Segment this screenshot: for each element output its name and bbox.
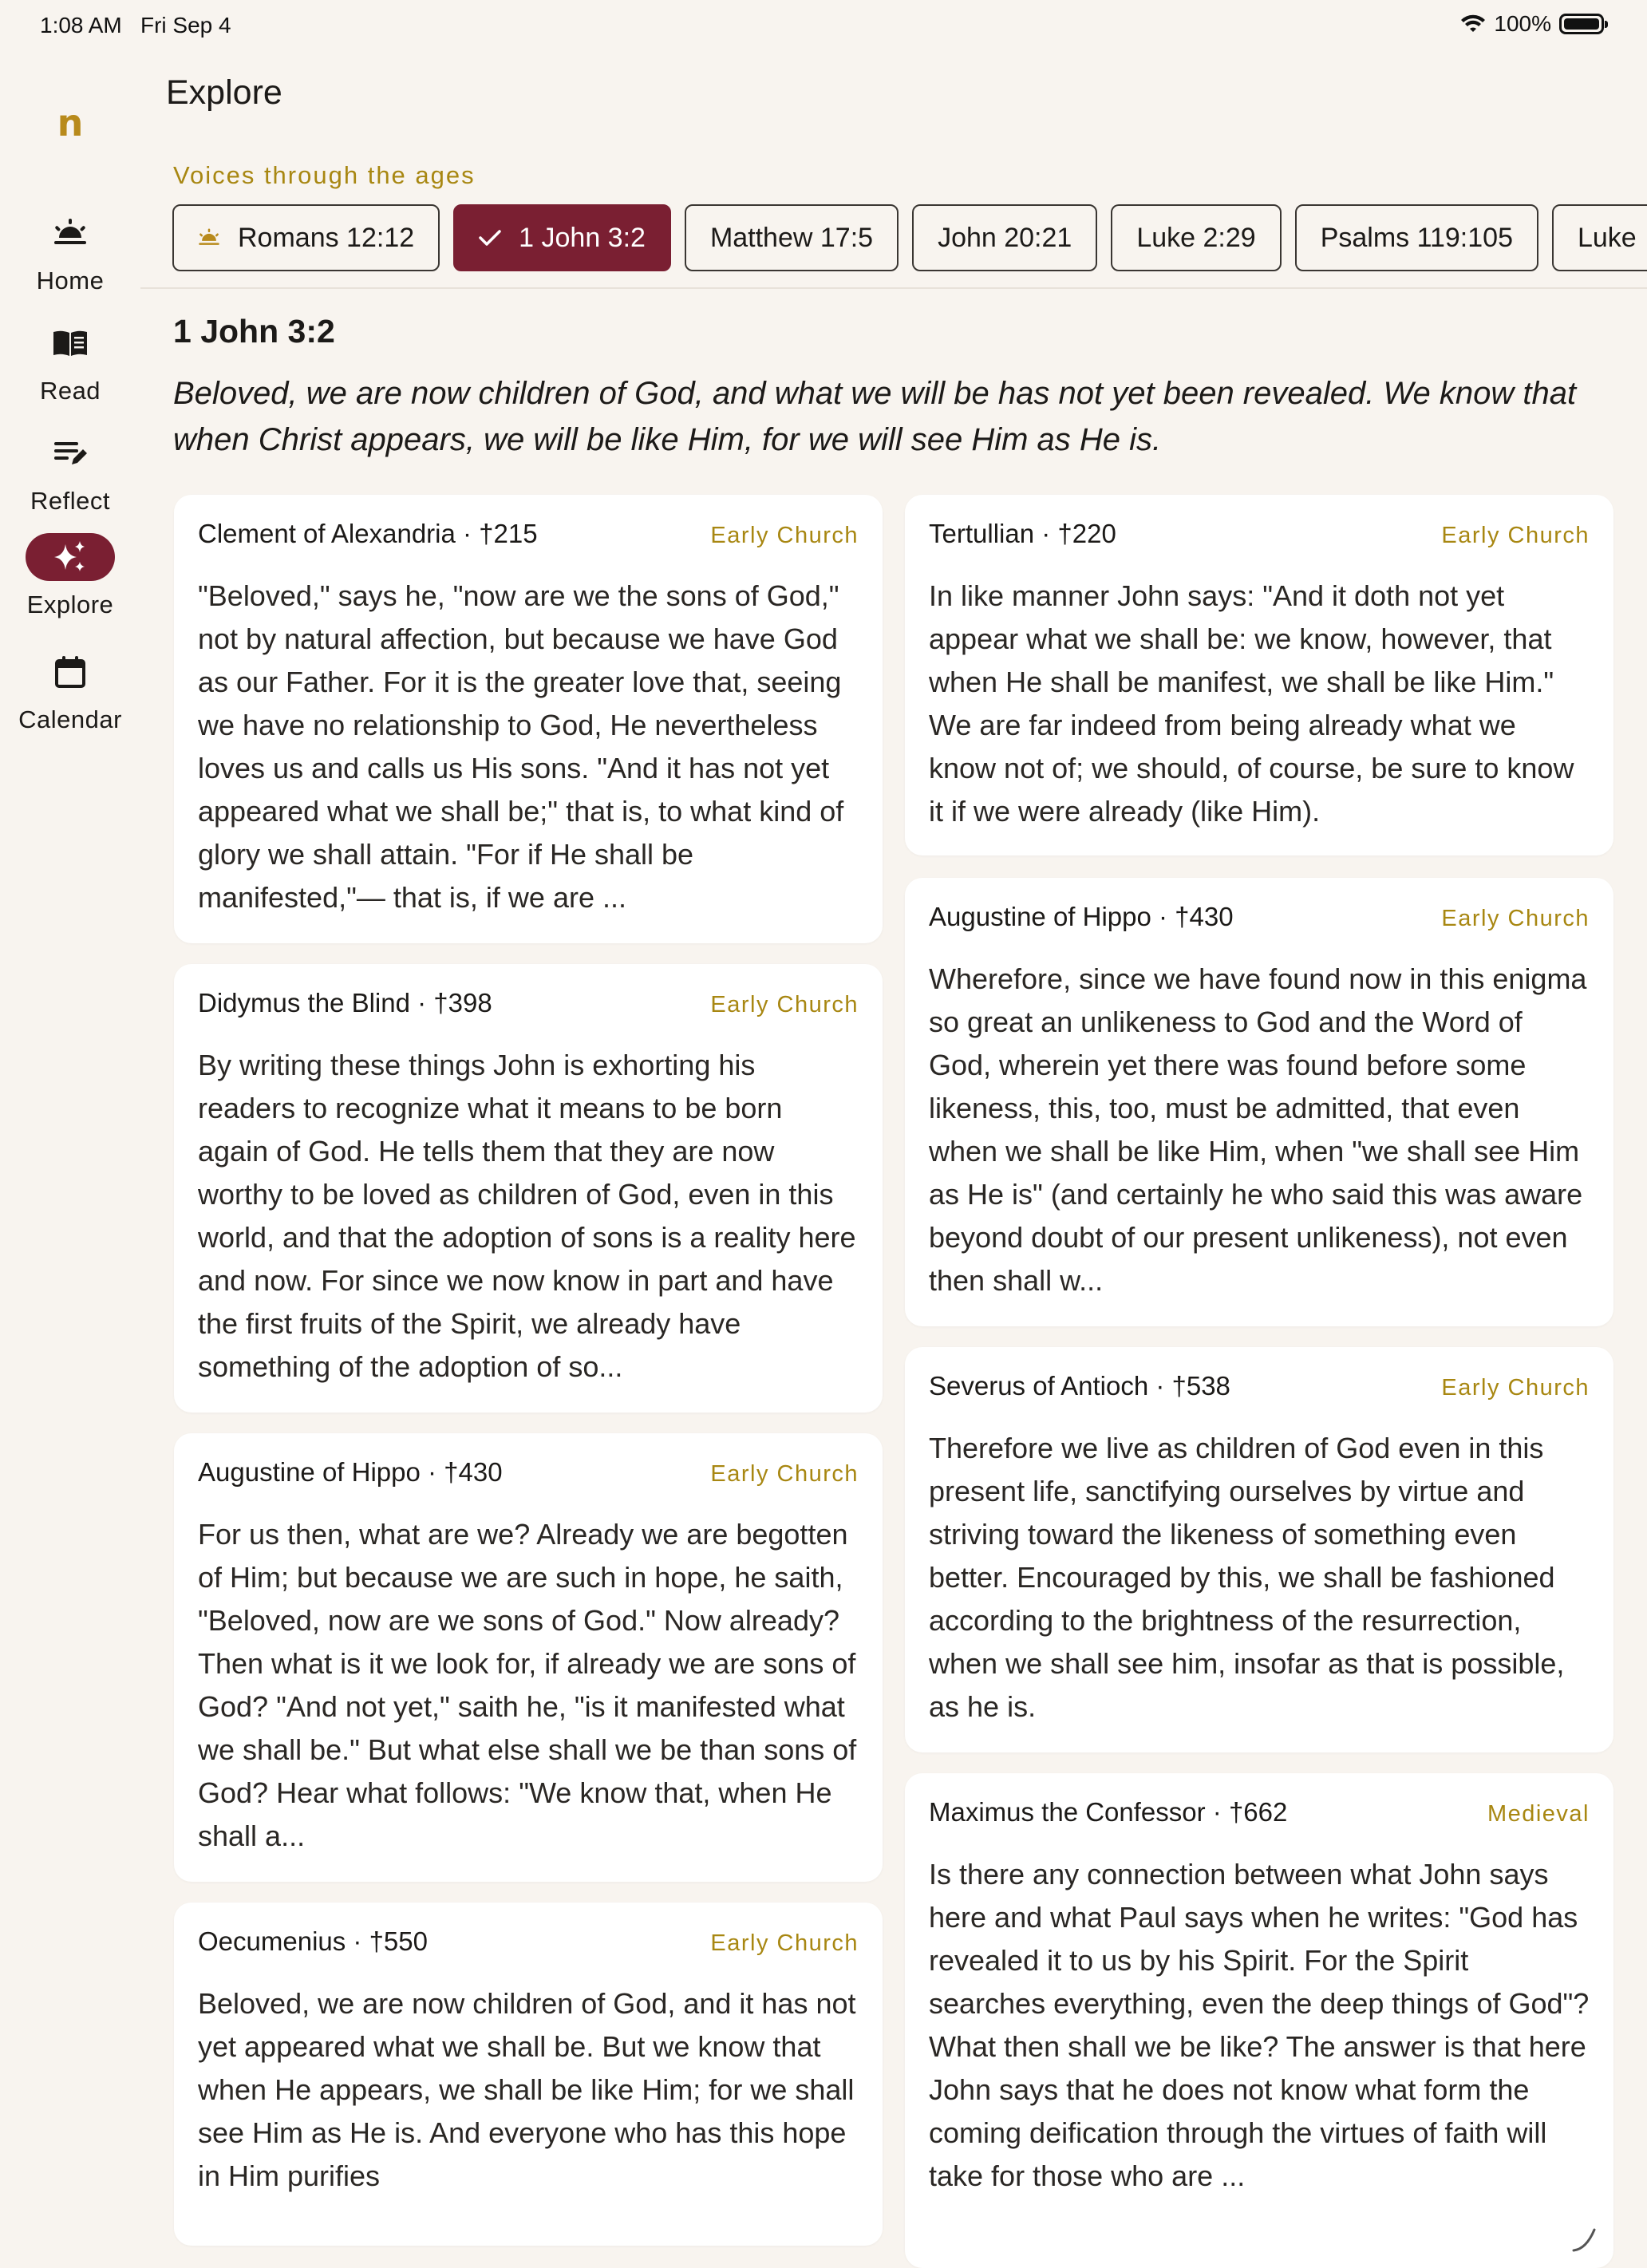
chip-label: Matthew 17:5 bbox=[709, 222, 874, 253]
active-indicator bbox=[26, 533, 115, 581]
sidebar-item-read[interactable] bbox=[0, 318, 140, 405]
divider bbox=[140, 287, 1647, 289]
commentary-card[interactable] bbox=[174, 1433, 883, 1882]
card-quote: For us then, what are we? Already we are begotten of Him; but because we are such in hope, he saith, "Beloved, now are we sons of God." Now already? Then what is it we look for, if already we are sons of God? "And not yet," saith he, "is it manifested what we shall be." But what else shall we be than sons of God? Hear what follows: "We know that, when He shall a... bbox=[198, 1518, 857, 1852]
verse-chip-row[interactable] bbox=[172, 204, 1647, 271]
card-quote: By writing these things John is exhorting his readers to recognize what it means to be born again of God. He tells them that they are now worthy to be loved as children of God, even in this world, and that the adoption of sons is a reality here and now. For since we now know in part and have the first fruits of the Spirit, we already have something of the adoption of so... bbox=[198, 1049, 856, 1383]
sidebar-item-label: Read bbox=[39, 377, 101, 405]
section-label: Voices through the ages bbox=[173, 161, 476, 189]
chip-label: 1 John 3:2 bbox=[519, 222, 646, 253]
battery-percent: 100% bbox=[1494, 11, 1551, 36]
era-tag: Medieval bbox=[1487, 1801, 1590, 1827]
app-logo: n bbox=[57, 101, 84, 144]
resize-handle-icon bbox=[1570, 2227, 1598, 2254]
era-tag: Early Church bbox=[1441, 1375, 1590, 1401]
card-quote: Therefore we live as children of God even in this present life, sanctifying ourselves by virtue and striving toward the likeness of something even better. Encouraged by this, we shall be fashioned according to the brightness of the resurrection, when we shall see him, insofar as that is possible, as he is. bbox=[929, 1432, 1565, 1723]
card-quote: "Beloved," says he, "now are we the sons of God," not by natural affection, but because we have God as our Father. For it is the greater love that, seeing we have no relationship to God, He nevertheless loves us and calls us His sons. "And it has not yet appeared what we shall be;" that is, to what kind of glory we shall attain. "For if He shall be manifested,"— that is, if we are ... bbox=[198, 579, 844, 914]
sidebar-item-label: Calendar bbox=[18, 705, 122, 733]
sidebar-item-label: Reflect bbox=[30, 487, 110, 515]
verse-text: Beloved, we are now children of God, and what we will be has not yet been revealed. We know that when Christ appears, we will be like Him, for we will see Him as He is. bbox=[173, 376, 1577, 457]
card-author: Didymus the Blind · †398 bbox=[198, 988, 492, 1017]
sidebar-item-home[interactable] bbox=[0, 207, 140, 295]
commentary-card[interactable] bbox=[174, 495, 883, 943]
chip-luke-2-29[interactable] bbox=[1111, 204, 1281, 271]
chip-label: Romans 12:12 bbox=[238, 222, 415, 253]
card-quote: In like manner John says: "And it doth not yet appear what we shall be: we know, however, that when He shall be manifest, we shall be like Him." We are far indeed from being already what we know not of; we should, of course, be sure to know it if we were already (like Him). bbox=[929, 579, 1574, 828]
commentary-card[interactable] bbox=[174, 1903, 883, 2246]
edit-list-icon bbox=[53, 439, 88, 468]
era-tag: Early Church bbox=[1441, 523, 1590, 548]
sidebar-item-label: Explore bbox=[26, 591, 114, 618]
chip-label: Psalms 119:105 bbox=[1320, 222, 1513, 253]
book-icon bbox=[52, 329, 89, 358]
chip-label: Luke 2:29 bbox=[1136, 222, 1256, 253]
chip-romans-12-12[interactable] bbox=[172, 204, 440, 271]
commentary-card[interactable] bbox=[905, 878, 1613, 1326]
card-author: Clement of Alexandria · †215 bbox=[198, 519, 538, 548]
sparkles-icon bbox=[51, 538, 89, 576]
chip-psalms-119-105[interactable] bbox=[1295, 204, 1538, 271]
era-tag: Early Church bbox=[710, 1930, 859, 1956]
wifi-icon bbox=[1460, 14, 1486, 34]
card-quote: Beloved, we are now children of God, and it has not yet appeared what we shall be. But we know that when He appears, we shall be like Him; for we shall see Him as He is. And everyone who has this hope in Him purifies bbox=[198, 1987, 856, 2192]
commentary-card[interactable] bbox=[905, 1347, 1613, 1752]
status-right bbox=[1460, 11, 1604, 37]
main-content bbox=[140, 51, 1647, 2196]
card-author: Tertullian · †220 bbox=[929, 519, 1116, 548]
sidebar-item-calendar[interactable] bbox=[0, 646, 140, 734]
chip-matthew-17-5[interactable] bbox=[685, 204, 899, 271]
check-icon bbox=[479, 229, 501, 247]
status-time: 1:08 AM bbox=[40, 13, 122, 38]
card-quote: Is there any connection between what John says here and what Paul says when he writes: "God has revealed it to us by his Spirit. For the Spirit searches everything, even the deep things of God"? What then shall we be like? The answer is that here John says that he does not know what form the coming deification through the virtues of faith will take for those who are ... bbox=[929, 1858, 1590, 2192]
commentary-card[interactable] bbox=[174, 964, 883, 1413]
card-quote: Wherefore, since we have found now in this enigma so great an unlikeness to God and the Word of God, wherein yet there was found before some likeness, this, too, must be admitted, that even when we shall be like Him, when "we shall see Him as He is" (and certainly he who said this was aware beyond doubt of our present unlikeness), not even then shall w... bbox=[929, 962, 1587, 1297]
commentary-card[interactable] bbox=[905, 495, 1613, 855]
page-title: Explore bbox=[166, 73, 282, 112]
card-author: Severus of Antioch · †538 bbox=[929, 1371, 1230, 1401]
chip-label: John 20:21 bbox=[938, 222, 1072, 253]
commentary-card[interactable] bbox=[905, 1773, 1613, 2268]
card-author: Augustine of Hippo · †430 bbox=[929, 902, 1234, 931]
chip-john-20-21[interactable] bbox=[912, 204, 1097, 271]
chip-label: Luke bbox=[1577, 222, 1637, 253]
sidebar-item-explore[interactable] bbox=[0, 531, 140, 619]
era-tag: Early Church bbox=[710, 992, 859, 1017]
status-bar bbox=[0, 0, 1647, 51]
chip-1-john-3-2[interactable] bbox=[453, 204, 671, 271]
era-tag: Early Church bbox=[710, 1461, 859, 1487]
status-date: Fri Sep 4 bbox=[140, 13, 231, 38]
sidebar-item-reflect[interactable] bbox=[0, 428, 140, 516]
calendar-icon bbox=[54, 655, 86, 689]
verse-reference: 1 John 3:2 bbox=[173, 313, 335, 350]
battery-icon bbox=[1559, 14, 1604, 34]
sidebar-item-label: Home bbox=[36, 267, 105, 294]
sunrise-icon bbox=[198, 228, 220, 247]
card-author: Maximus the Confessor · †662 bbox=[929, 1797, 1288, 1827]
sidebar bbox=[0, 51, 140, 2196]
card-author: Augustine of Hippo · †430 bbox=[198, 1457, 503, 1487]
chip-luke[interactable] bbox=[1552, 204, 1647, 271]
era-tag: Early Church bbox=[710, 523, 859, 548]
sunrise-icon bbox=[53, 219, 88, 247]
card-author: Oecumenius · †550 bbox=[198, 1926, 428, 1956]
era-tag: Early Church bbox=[1441, 906, 1590, 931]
